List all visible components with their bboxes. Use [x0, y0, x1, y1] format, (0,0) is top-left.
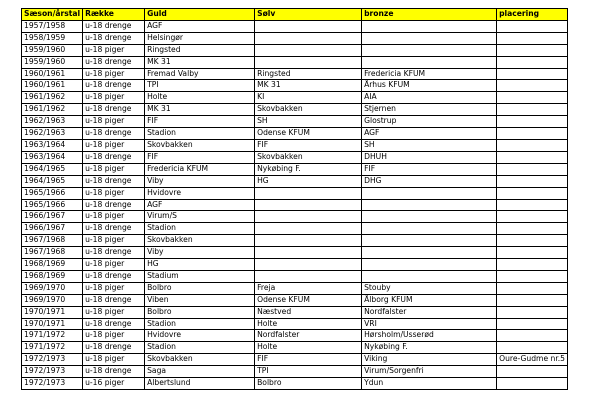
- cell-gold: Skovbakken: [145, 235, 255, 247]
- cell-silver: MK 31: [255, 80, 362, 92]
- cell-division: u-18 drenge: [83, 104, 145, 116]
- cell-bronze: FIF: [362, 163, 497, 175]
- cell-silver: SH: [255, 116, 362, 128]
- cell-gold: AGF: [145, 199, 255, 211]
- table-row: [22, 104, 568, 116]
- cell-division: u-18 drenge: [83, 151, 145, 163]
- cell-placement: [497, 247, 568, 259]
- cell-season: 1965/1966: [22, 187, 83, 199]
- cell-silver: Freja: [255, 282, 362, 294]
- table-row: [22, 318, 568, 330]
- cell-division: u-18 drenge: [83, 294, 145, 306]
- cell-season: 1968/1969: [22, 270, 83, 282]
- cell-bronze: Fredericia KFUM: [362, 68, 497, 80]
- cell-gold: Bolbro: [145, 306, 255, 318]
- header-division: Række: [83, 9, 145, 21]
- cell-division: u-18 drenge: [83, 342, 145, 354]
- cell-silver: Nykøbing F.: [255, 163, 362, 175]
- cell-placement: [497, 211, 568, 223]
- table-row: [22, 128, 568, 140]
- cell-placement: [497, 187, 568, 199]
- cell-silver: TPI: [255, 366, 362, 378]
- cell-season: 1972/1973: [22, 354, 83, 366]
- cell-placement: [497, 223, 568, 235]
- cell-gold: MK 31: [145, 104, 255, 116]
- cell-placement: [497, 330, 568, 342]
- cell-gold: Stadion: [145, 342, 255, 354]
- header-bronze: bronze: [362, 9, 497, 21]
- cell-bronze: Ålborg KFUM: [362, 294, 497, 306]
- table-row: [22, 44, 568, 56]
- cell-silver: Nordfalster: [255, 330, 362, 342]
- cell-bronze: Glostrup: [362, 116, 497, 128]
- cell-placement: [497, 342, 568, 354]
- cell-silver: [255, 32, 362, 44]
- table-row: [22, 247, 568, 259]
- cell-division: u-18 drenge: [83, 366, 145, 378]
- cell-bronze: [362, 187, 497, 199]
- table-row: [22, 187, 568, 199]
- cell-gold: Skovbakken: [145, 354, 255, 366]
- cell-gold: Stadion: [145, 318, 255, 330]
- header-row: [22, 9, 568, 21]
- cell-season: 1972/1973: [22, 366, 83, 378]
- cell-placement: [497, 282, 568, 294]
- cell-gold: Stadium: [145, 270, 255, 282]
- cell-bronze: DHUH: [362, 151, 497, 163]
- cell-division: u-18 piger: [83, 282, 145, 294]
- cell-silver: [255, 259, 362, 271]
- cell-silver: FIF: [255, 139, 362, 151]
- cell-division: u-18 drenge: [83, 80, 145, 92]
- cell-silver: Skovbakken: [255, 104, 362, 116]
- cell-bronze: [362, 211, 497, 223]
- table-row: [22, 199, 568, 211]
- table-row: [22, 139, 568, 151]
- cell-season: 1960/1961: [22, 80, 83, 92]
- cell-gold: Virum/S: [145, 211, 255, 223]
- table-row: [22, 20, 568, 32]
- cell-season: 1968/1969: [22, 259, 83, 271]
- cell-season: 1970/1971: [22, 318, 83, 330]
- cell-bronze: [362, 199, 497, 211]
- cell-gold: Ringsted: [145, 44, 255, 56]
- cell-bronze: [362, 32, 497, 44]
- table-row: [22, 259, 568, 271]
- cell-division: u-18 drenge: [83, 56, 145, 68]
- cell-division: u-18 piger: [83, 68, 145, 80]
- table-row: [22, 366, 568, 378]
- cell-silver: HG: [255, 175, 362, 187]
- cell-bronze: [362, 223, 497, 235]
- cell-gold: HG: [145, 259, 255, 271]
- cell-division: u-18 piger: [83, 306, 145, 318]
- cell-division: u-18 piger: [83, 187, 145, 199]
- cell-season: 1967/1968: [22, 247, 83, 259]
- cell-silver: KI: [255, 92, 362, 104]
- cell-silver: [255, 247, 362, 259]
- cell-bronze: AIA: [362, 92, 497, 104]
- cell-placement: [497, 92, 568, 104]
- header-silver: Sølv: [255, 9, 362, 21]
- cell-season: 1969/1970: [22, 294, 83, 306]
- cell-placement: [497, 20, 568, 32]
- cell-season: 1963/1964: [22, 139, 83, 151]
- cell-division: u-18 piger: [83, 354, 145, 366]
- cell-gold: AGF: [145, 20, 255, 32]
- cell-gold: Viben: [145, 294, 255, 306]
- cell-season: 1958/1959: [22, 32, 83, 44]
- table-header: [22, 9, 568, 21]
- cell-gold: Helsingør: [145, 32, 255, 44]
- cell-bronze: Ydun: [362, 378, 497, 390]
- cell-placement: [497, 235, 568, 247]
- cell-silver: [255, 44, 362, 56]
- cell-placement: [497, 294, 568, 306]
- cell-silver: Bolbro: [255, 378, 362, 390]
- cell-bronze: VRI: [362, 318, 497, 330]
- cell-season: 1957/1958: [22, 20, 83, 32]
- cell-season: 1964/1965: [22, 163, 83, 175]
- cell-bronze: Nordfalster: [362, 306, 497, 318]
- cell-division: u-18 drenge: [83, 128, 145, 140]
- table-row: [22, 116, 568, 128]
- cell-gold: FIF: [145, 151, 255, 163]
- cell-bronze: Hørsholm/Usserød: [362, 330, 497, 342]
- cell-division: u-18 drenge: [83, 318, 145, 330]
- cell-division: u-18 piger: [83, 211, 145, 223]
- cell-bronze: Viking: [362, 354, 497, 366]
- cell-silver: [255, 270, 362, 282]
- cell-silver: [255, 235, 362, 247]
- cell-placement: [497, 270, 568, 282]
- cell-gold: Stadion: [145, 223, 255, 235]
- table-row: [22, 175, 568, 187]
- cell-gold: Hvidovre: [145, 330, 255, 342]
- table-row: [22, 223, 568, 235]
- table-row: [22, 92, 568, 104]
- cell-season: 1972/1973: [22, 378, 83, 390]
- cell-bronze: Århus KFUM: [362, 80, 497, 92]
- table-row: [22, 354, 568, 366]
- cell-silver: Odense KFUM: [255, 294, 362, 306]
- cell-placement: [497, 68, 568, 80]
- cell-bronze: SH: [362, 139, 497, 151]
- cell-division: u-18 piger: [83, 235, 145, 247]
- cell-silver: [255, 187, 362, 199]
- cell-silver: [255, 211, 362, 223]
- cell-placement: [497, 259, 568, 271]
- cell-bronze: [362, 259, 497, 271]
- cell-placement: [497, 366, 568, 378]
- cell-silver: Holte: [255, 342, 362, 354]
- cell-gold: MK 31: [145, 56, 255, 68]
- cell-placement: [497, 151, 568, 163]
- cell-bronze: [362, 270, 497, 282]
- cell-season: 1963/1964: [22, 151, 83, 163]
- cell-season: 1971/1972: [22, 342, 83, 354]
- cell-bronze: DHG: [362, 175, 497, 187]
- cell-bronze: AGF: [362, 128, 497, 140]
- cell-season: 1962/1963: [22, 128, 83, 140]
- table-row: [22, 342, 568, 354]
- cell-division: u-18 piger: [83, 139, 145, 151]
- cell-division: u-18 drenge: [83, 175, 145, 187]
- cell-placement: [497, 116, 568, 128]
- cell-division: u-18 piger: [83, 259, 145, 271]
- cell-season: 1962/1963: [22, 116, 83, 128]
- table-row: [22, 306, 568, 318]
- cell-season: 1961/1962: [22, 92, 83, 104]
- cell-season: 1960/1961: [22, 68, 83, 80]
- cell-division: u-18 drenge: [83, 247, 145, 259]
- table-row: [22, 330, 568, 342]
- cell-silver: Næstved: [255, 306, 362, 318]
- cell-silver: [255, 223, 362, 235]
- cell-gold: Viby: [145, 247, 255, 259]
- table-row: [22, 151, 568, 163]
- cell-bronze: [362, 56, 497, 68]
- cell-gold: Viby: [145, 175, 255, 187]
- cell-placement: [497, 318, 568, 330]
- cell-placement: [497, 139, 568, 151]
- header-placement: placering: [497, 9, 568, 21]
- cell-gold: Holte: [145, 92, 255, 104]
- cell-season: 1966/1967: [22, 223, 83, 235]
- cell-gold: Skovbakken: [145, 139, 255, 151]
- cell-silver: Holte: [255, 318, 362, 330]
- cell-season: 1959/1960: [22, 56, 83, 68]
- cell-silver: Skovbakken: [255, 151, 362, 163]
- cell-placement: [497, 32, 568, 44]
- cell-bronze: Stjernen: [362, 104, 497, 116]
- cell-placement: Oure-Gudme nr.5: [497, 354, 568, 366]
- table-row: [22, 163, 568, 175]
- cell-silver: FIF: [255, 354, 362, 366]
- table-row: [22, 282, 568, 294]
- table-row: [22, 32, 568, 44]
- cell-division: u-18 piger: [83, 116, 145, 128]
- table-row: [22, 294, 568, 306]
- cell-season: 1969/1970: [22, 282, 83, 294]
- cell-division: u-18 piger: [83, 330, 145, 342]
- cell-bronze: Virum/Sorgenfri: [362, 366, 497, 378]
- cell-placement: [497, 175, 568, 187]
- table-row: [22, 378, 568, 390]
- cell-season: 1970/1971: [22, 306, 83, 318]
- cell-season: 1964/1965: [22, 175, 83, 187]
- cell-division: u-18 piger: [83, 92, 145, 104]
- cell-division: u-18 drenge: [83, 270, 145, 282]
- cell-gold: Albertslund: [145, 378, 255, 390]
- cell-bronze: Stouby: [362, 282, 497, 294]
- cell-placement: [497, 199, 568, 211]
- cell-division: u-16 piger: [83, 378, 145, 390]
- cell-silver: [255, 199, 362, 211]
- cell-placement: [497, 128, 568, 140]
- cell-season: 1966/1967: [22, 211, 83, 223]
- cell-gold: Bolbro: [145, 282, 255, 294]
- cell-season: 1961/1962: [22, 104, 83, 116]
- cell-season: 1971/1972: [22, 330, 83, 342]
- cell-division: u-18 piger: [83, 44, 145, 56]
- cell-silver: [255, 56, 362, 68]
- cell-division: u-18 piger: [83, 163, 145, 175]
- cell-division: u-18 drenge: [83, 199, 145, 211]
- results-table: [21, 8, 568, 390]
- cell-gold: TPI: [145, 80, 255, 92]
- cell-season: 1967/1968: [22, 235, 83, 247]
- cell-gold: Stadion: [145, 128, 255, 140]
- cell-bronze: [362, 44, 497, 56]
- cell-gold: FIF: [145, 116, 255, 128]
- table-row: [22, 80, 568, 92]
- cell-silver: Ringsted: [255, 68, 362, 80]
- cell-placement: [497, 306, 568, 318]
- cell-silver: Odense KFUM: [255, 128, 362, 140]
- cell-division: u-18 drenge: [83, 20, 145, 32]
- table-row: [22, 56, 568, 68]
- cell-bronze: Nykøbing F.: [362, 342, 497, 354]
- cell-bronze: [362, 247, 497, 259]
- cell-placement: [497, 44, 568, 56]
- table-row: [22, 235, 568, 247]
- cell-bronze: [362, 20, 497, 32]
- cell-gold: Saga: [145, 366, 255, 378]
- cell-division: u-18 drenge: [83, 32, 145, 44]
- cell-gold: Hvidovre: [145, 187, 255, 199]
- table-row: [22, 270, 568, 282]
- cell-placement: [497, 104, 568, 116]
- table-body: [22, 20, 568, 389]
- cell-bronze: [362, 235, 497, 247]
- cell-placement: [497, 56, 568, 68]
- table-row: [22, 211, 568, 223]
- table-row: [22, 68, 568, 80]
- cell-placement: [497, 80, 568, 92]
- cell-silver: [255, 20, 362, 32]
- cell-placement: [497, 163, 568, 175]
- cell-division: u-18 drenge: [83, 223, 145, 235]
- header-gold: Guld: [145, 9, 255, 21]
- header-season: Sæson/årstal: [22, 9, 83, 21]
- cell-placement: [497, 378, 568, 390]
- cell-season: 1965/1966: [22, 199, 83, 211]
- cell-gold: Fredericia KFUM: [145, 163, 255, 175]
- cell-gold: Fremad Valby: [145, 68, 255, 80]
- cell-season: 1959/1960: [22, 44, 83, 56]
